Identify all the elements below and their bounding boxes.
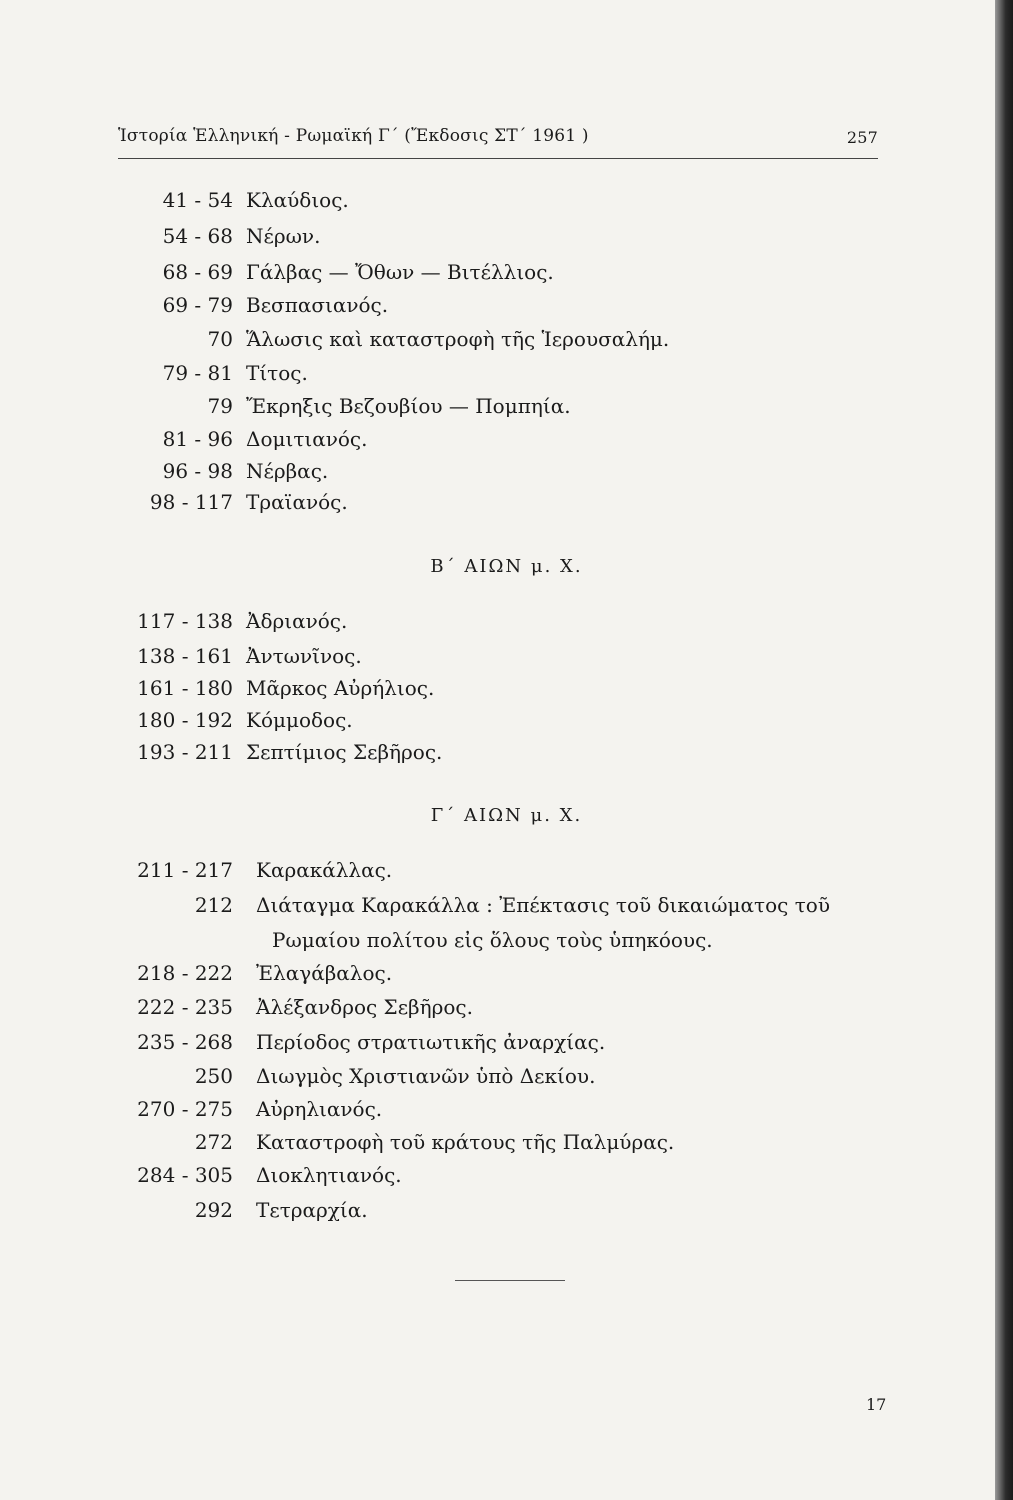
header-rule bbox=[118, 158, 878, 159]
section-heading-3rd-century: Γ΄ ΑΙΩΝ μ. Χ. bbox=[430, 805, 583, 826]
signature-mark: 17 bbox=[866, 1395, 887, 1414]
page-number: 257 bbox=[846, 128, 878, 147]
running-title: Ἱστορία Ἑλληνική - Ρωμαϊκή Γ΄ (Ἔκδοσις ΣΤ΄ 1961 ) bbox=[118, 126, 589, 146]
page-edge-shadow bbox=[995, 0, 1013, 1500]
section-heading-2nd-century: Β΄ ΑΙΩΝ μ. Χ. bbox=[430, 556, 583, 577]
document-page: Ἱστορία Ἑλληνική - Ρωμαϊκή Γ΄ (Ἔκδοσις ΣΤ΄ 1961 ) 257 41 - 54 Κλαύδιος. 54 - 68 Νέρων. 68 - 69 Γάλβας — Ὄθων — Βιτέλλιος. 69 - 79 Βεσπασιανός. 70 Ἅλωσις καὶ καταστροφὴ τῆς Ἱερουσαλήμ. 79 - 81 Τίτος. 79 Ἔκρηξις Βεζουβίου — Πομπηία. 81 - 96 Δομιτιανός. 96 - 98 Νέρβας. 98 - 117 Τραϊανός. Β΄ ΑΙΩΝ μ. Χ. 117 - 138 Ἀδριανός. 138 - 161 Ἀντωνῖνος. 161 - 180 Μᾶρκος Αὐρήλιος. 180 - 192 Κόμμοδος. 193 - 211 Σεπτίμιος Σεβῆρος. Γ΄ ΑΙΩΝ μ. Χ. 211 - 217 Καρακάλλας. 212 Διάταγμα Καρακάλλα : Ἐπέκτασις τοῦ δικαιώματος τοῦ Ρωμαίου πολίτου εἰς ὅλους τοὺς ὑπηκόους. 218 - 222 Ἐλαγάβαλος. 222 - 235 Ἀλέξανδρος Σεβῆρος. 235 - 268 Περίοδος στρατιωτικῆς ἀναρχίας. 250 Διωγμὸς Χριστιανῶν ὑπὸ Δεκίου. 270 - 275 Αὐρηλιανός. 272 Καταστροφὴ τοῦ κράτους τῆς Παλμύρας. 284 - 305 Διοκλητιανός. 292 Τετραρχία. 17 bbox=[0, 0, 995, 1500]
end-rule bbox=[455, 1280, 565, 1281]
